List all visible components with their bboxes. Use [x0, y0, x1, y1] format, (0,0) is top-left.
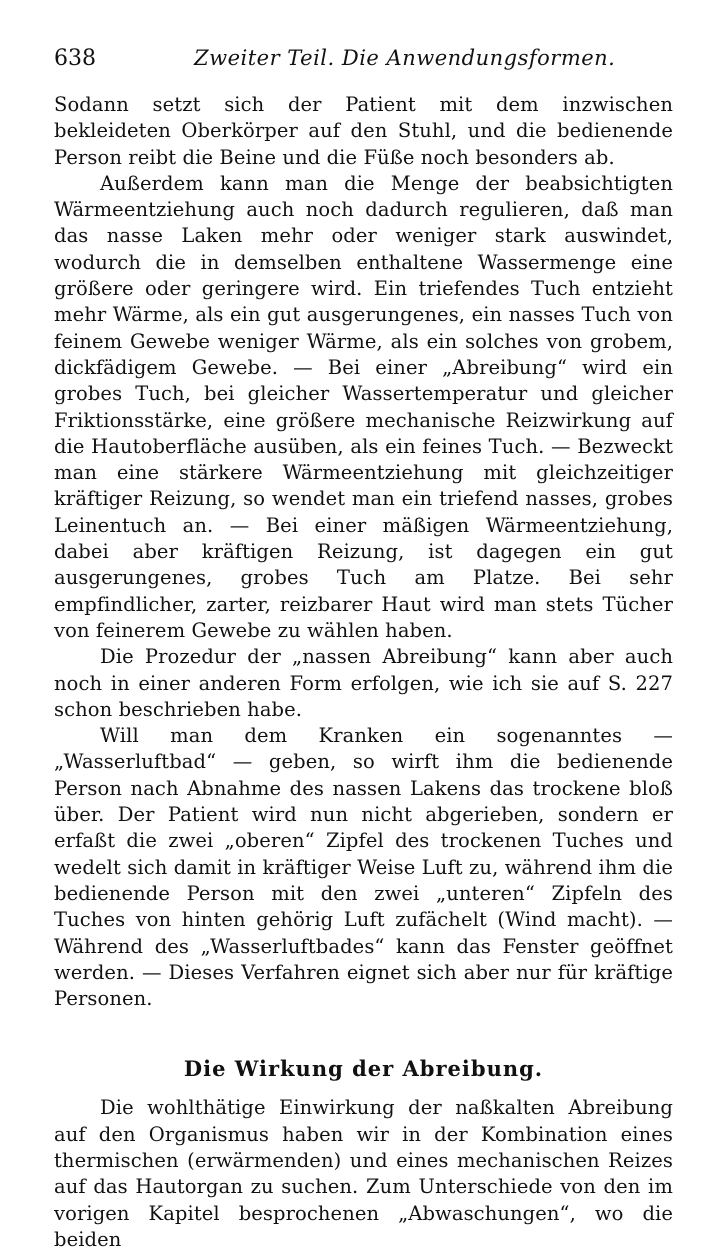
- paragraph-3: Die Prozedur der „nassen Abreibung“ kann aber auch noch in einer anderen Form erfolgen, wie ich sie auf S. 227 schon beschrieben habe.: [54, 645, 673, 721]
- section-paragraph: Die wohlthätige Einwirkung der naßkalten Abreibung auf den Organismus haben wir in der Kombination eines thermischen (erwärmenden) und eines mechanischen Reizes auf das Hautorgan zu suchen. Zum Unterschiede von den im vorigen Kapitel besprochenen „Abwaschungen“, wo die beiden: [54, 1096, 673, 1251]
- page-header: [54, 46, 673, 86]
- section-heading: Die Wirkung der Abreibung.: [183, 1056, 544, 1082]
- running-head: Zweiter Teil. Die Anwendungsformen.: [194, 46, 616, 70]
- paragraph-4: Will man dem Kranken ein sogenanntes — „Wasserluftbad“ — geben, so wirft ihm die bedienende Person nach Abnahme des nassen Lakens das trockene bloß über. Der Patient wird nun nicht abgerieben, sondern er erfaßt die zwei „oberen“ Zipfel des trockenen Tuches und wedelt sich damit in kräftiger Weise Luft zu, während ihm die bedienende Person mit den zwei „unteren“ Zipfeln des Tuches von hinten gehörig Luft zufächelt (Wind macht). — Während des „Wasserluftbades“ kann das Fenster geöffnet werden. — Dieses Verfahren eignet sich aber nur für kräftige Personen.: [54, 724, 673, 1011]
- page-number: 638: [54, 46, 96, 71]
- paragraph-1: Sodann setzt sich der Patient mit dem inzwischen bekleideten Oberkörper auf den Stuhl, und die bedienende Person reibt die Beine und die Füße noch besonders ab.: [54, 93, 673, 169]
- paragraph-2: Außerdem kann man die Menge der beabsichtigten Wärmeentziehung auch noch dadurch regulieren, daß man das nasse Laken mehr oder weniger stark auswindet, wodurch die in demselben enthaltene Wassermenge eine größere oder geringere wird. Ein triefendes Tuch entzieht mehr Wärme, als ein gut ausgerungenes, ein nasses Tuch von feinem Gewebe weniger Wärme, als ein solches von grobem, dickfädigem Gewebe. — Bei einer „Abreibung“ wird ein grobes Tuch, bei gleicher Wassertemperatur und gleicher Friktionsstärke, eine größere mechanische Reizwirkung auf die Hautoberfläche ausüben, als ein feines Tuch. — Bezweckt man eine stärkere Wärmeentziehung mit gleichzeitiger kräftiger Reizung, so wendet man ein triefend nasses, grobes Leinentuch an. — Bei einer mäßigen Wärmeentziehung, dabei aber kräftigen Reizung, ist dagegen ein gut ausgerungenes, grobes Tuch am Platze. Bei sehr empfindlicher, zarter, reizbarer Haut wird man stets Tücher von feinerem Gewebe zu wählen haben.: [54, 171, 673, 642]
